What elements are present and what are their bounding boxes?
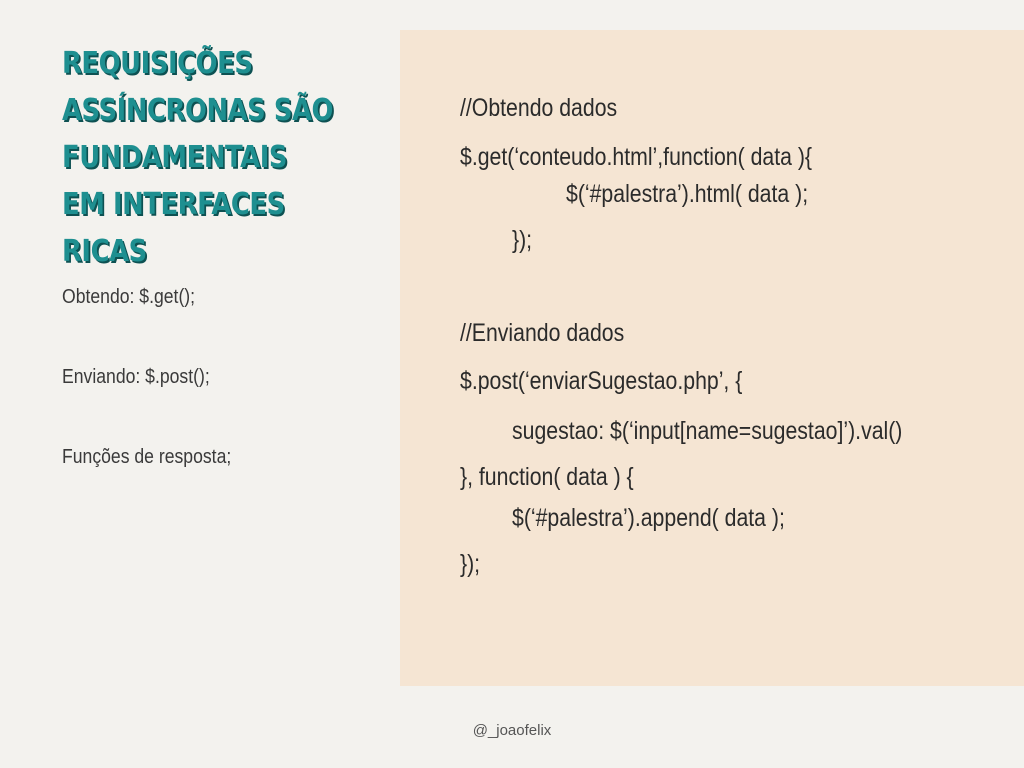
bullet-item: Obtendo: $.get();: [62, 286, 196, 308]
title-line: EM INTERFACES: [62, 187, 285, 222]
author-handle: @_joaofelix: [472, 722, 552, 739]
title-line: ASSÍNCRONAS SÃO: [62, 93, 334, 128]
code-line: sugestao: $(‘input[name=sugestao]’).val(): [512, 417, 903, 445]
bullet-item: Enviando: $.post();: [62, 366, 210, 388]
slide-title: [62, 40, 346, 275]
code-line: $(‘#palestra’).html( data );: [566, 180, 809, 208]
code-line: });: [460, 550, 481, 578]
bullet-list: [62, 282, 382, 472]
bullet-item: Funções de resposta;: [62, 446, 232, 468]
code-line: });: [512, 226, 533, 254]
code-line: $.post(‘enviarSugestao.php’, {: [460, 367, 743, 395]
code-comment: //Obtendo dados: [460, 94, 618, 122]
title-line: RICAS: [62, 234, 147, 269]
code-line: }, function( data ) {: [460, 463, 634, 491]
code-line: $.get(‘conteudo.html’,function( data ){: [460, 143, 813, 171]
code-panel: [400, 30, 1024, 686]
title-line: REQUISIÇÕES: [62, 46, 253, 81]
code-comment: //Enviando dados: [460, 319, 625, 347]
code-line: $(‘#palestra’).append( data );: [512, 504, 785, 532]
title-line: FUNDAMENTAIS: [62, 140, 288, 175]
